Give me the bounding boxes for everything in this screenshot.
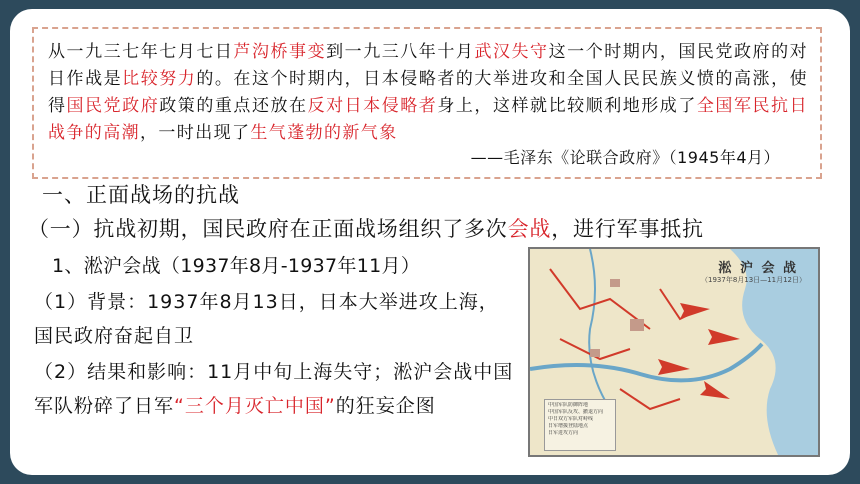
background-paragraph: （1）背景：1937年8月13日，日本大举进攻上海，国民政府奋起自卫 [34,291,499,347]
quote-highlight: 国民党政府 [66,96,160,116]
map-title: 淞 沪 会 战 [718,261,798,276]
quote-text [48,42,808,143]
quote-highlight: 比较努力 [122,69,197,89]
section-heading: 一、正面战场的抗战 [42,183,240,207]
result-paragraph-suffix: 的狂妄企图 [335,395,436,417]
battle-map [528,247,820,457]
legend-item: 中国军队防御阵地 [548,402,589,408]
subsection-heading [28,213,704,243]
result-paragraph [34,355,514,423]
quote-segment: 这一个时期内，国民党政府的对日作战是 [48,42,809,89]
quote-segment: 身上，这样就比较顺利地形成了 [437,96,697,116]
quote-highlight: 生气蓬勃的新气象 [250,123,398,143]
legend-item: 中国军队反攻、撤退方向 [548,409,604,415]
legend-item: 日军进攻方向 [548,430,579,436]
map-subtitle: （1937年8月13日—11月12日） [701,276,806,284]
quote-highlight: 芦沟桥事变 [233,42,327,62]
legend-item: 中日双方军队对峙线 [548,416,594,422]
slide [10,9,850,475]
subsection-heading-suffix: ，进行军事抵抗 [551,217,704,241]
quote-segment: 的。在这个时期内，日本侵略者的大举进攻和全国人民民族义愤的高涨，使得 [48,69,809,116]
quote-segment: ，一时出现了 [140,123,251,143]
quote-segment: 从一九三七年七月七日 [48,42,234,62]
battle-heading: 1、淞沪会战（1937年8月-1937年11月） [52,255,421,277]
legend-item: 日军增援登陆地点 [548,423,589,429]
quote-highlight: 反对日本侵略者 [307,96,438,116]
quote-box [32,27,822,179]
quote-segment: 政策的重点还放在 [159,96,308,116]
subsection-heading-highlight: 会战 [507,217,552,241]
result-paragraph-prefix: （2）结果和影响：11月中旬上海失守；淞沪会战中国军队粉碎了日军 [34,361,514,417]
quote-source: ——毛泽东《论联合政府》（1945年4月） [470,148,780,167]
subsection-heading-prefix: （一）抗战初期，国民政府在正面战场组织了多次 [28,217,508,241]
quote-highlight: 武汉失守 [474,42,549,62]
map-legend [544,399,616,451]
quote-highlight: 全国军民抗日战争的高潮 [48,96,808,143]
quote-segment: 到一九三八年十月 [326,42,475,62]
result-paragraph-highlight: “三个月灭亡中国” [174,395,336,417]
